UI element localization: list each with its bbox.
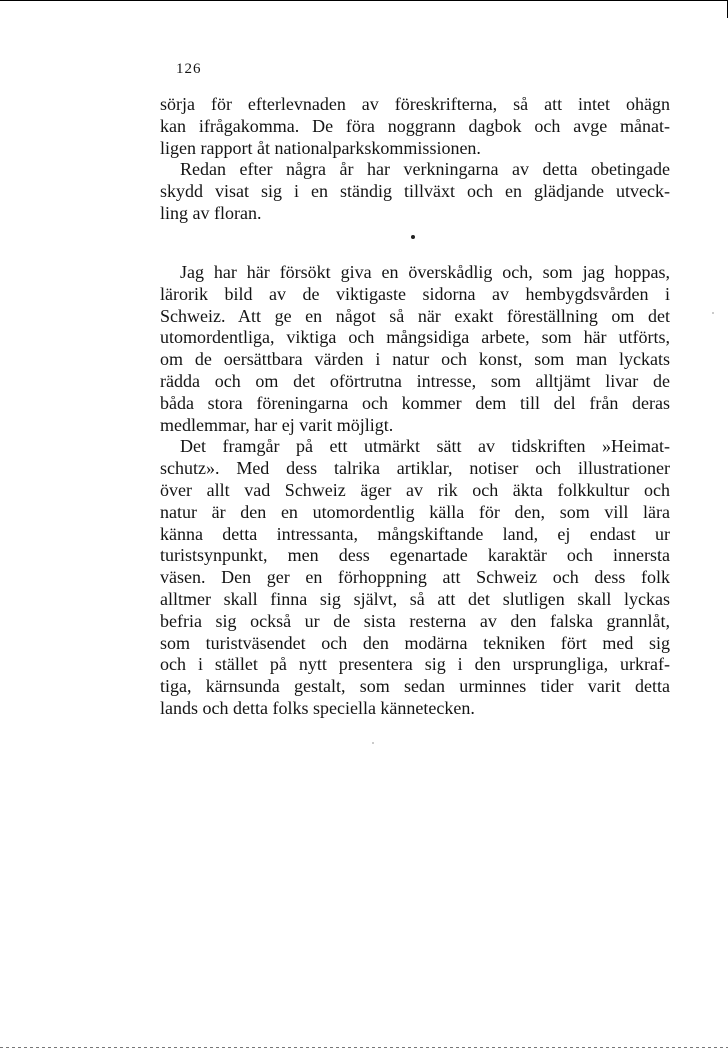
text-line: Redan efter några år har verkningarna av detta obetingade: [180, 159, 670, 180]
text-line: och i stället på nytt presentera sig i den ursprungliga, urkraf-: [160, 654, 670, 675]
scan-edge-top: [0, 0, 728, 1]
text-line: ligen rapport åt nationalparkskommissionen.: [160, 137, 481, 158]
text-line: natur är den en utomordentlig källa för den, som vill lära: [160, 501, 670, 522]
text-line: Schweiz. Att ge en något så när exakt föreställning om det: [160, 305, 670, 326]
text-line: känna detta intressanta, mångskiftande land, ej endast ur: [160, 523, 670, 544]
text-line: över allt vad Schweiz äger av rik och äkta folkkultur och: [160, 479, 670, 500]
text-block-top: [160, 94, 670, 225]
text-line: Jag har här försökt giva en överskådlig och, som jag hoppas,: [180, 262, 670, 282]
text-line: väsen. Den ger en förhoppning att Schweiz och dess folk: [160, 567, 670, 588]
text-line: om de oersättbara värden i natur och konst, som man lyckats: [160, 349, 670, 370]
text-line: lands och detta folks speciella kännetecken.: [160, 697, 475, 718]
scan-edge-bottom: [0, 1047, 728, 1048]
text-line: turistsynpunkt, men dess egenartade karaktär och innersta: [160, 545, 670, 566]
scan-speck: [712, 312, 714, 314]
text-line: Det framgår på ett utmärkt sätt av tidskriften »Heimat-: [180, 436, 670, 457]
text-line: kan ifrågakomma. De föra noggrann dagbok och avge månat-: [160, 115, 670, 136]
text-line: schutz». Med dess talrika artiklar, notiser och illustrationer: [160, 458, 670, 479]
text-line: sörja för efterlevnaden av föreskrifterna, så att intet ohägn: [160, 94, 670, 114]
text-line: befria sig också ur de sista resterna av den falska grannlåt,: [160, 610, 670, 631]
text-line: utomordentliga, viktiga och mångsidiga arbete, som här utförts,: [160, 327, 670, 348]
text-line: medlemmar, har ej varit möjligt.: [160, 414, 394, 435]
text-line: alltmer skall finna sig självt, så att det slutligen skall lyckas: [160, 588, 670, 609]
paragraph: [160, 436, 670, 719]
section-separator-asterisk: [411, 235, 415, 239]
paragraph: [160, 94, 670, 159]
text-line: som turistväsendet och den modärna tekniken fört med sig: [160, 632, 670, 653]
text-line: ling av floran.: [160, 202, 262, 223]
text-line: tiga, kärnsunda gestalt, som sedan urminnes tider varit detta: [160, 676, 670, 697]
text-block-bottom: [160, 262, 670, 720]
paragraph: [160, 159, 670, 224]
text-line: skydd visat sig i en ständig tillväxt och en glädjande utveck-: [160, 181, 670, 202]
page-number: 126: [176, 61, 202, 77]
paragraph: [160, 262, 670, 436]
text-line: rädda och om det oförtrutna intresse, som alltjämt livar de: [160, 370, 670, 391]
text-line: lärorik bild av de viktigaste sidorna av hembygdsvården i: [160, 283, 670, 304]
scan-speck: [372, 742, 374, 744]
text-line: båda stora föreningarna och kommer dem till del från deras: [160, 392, 670, 413]
